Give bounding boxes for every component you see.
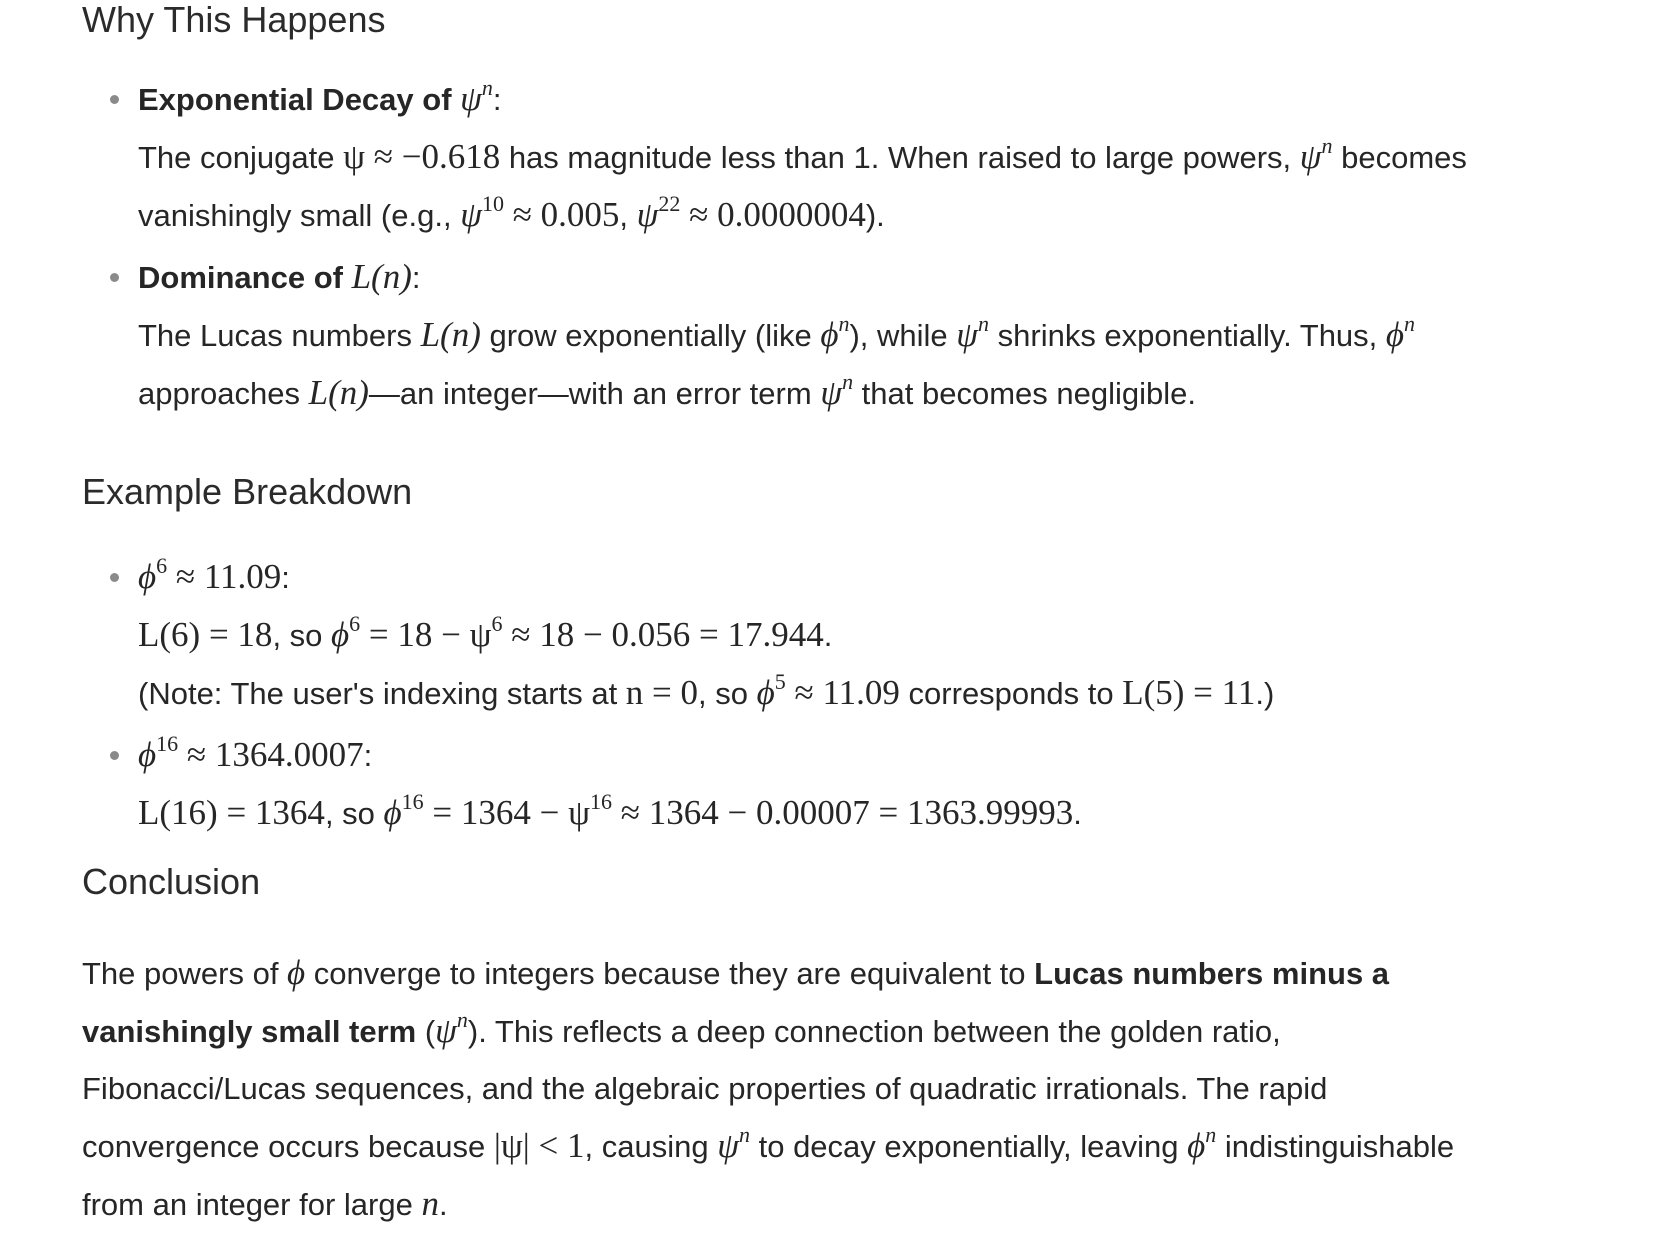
paragraph-line: vanishingly small term $(\psi^n)$. This reflects a deep connection between the golden ratio, — [82, 1007, 1281, 1050]
bullet-icon — [110, 573, 119, 582]
bullet-text-line: The Lucas numbers L(n) grow exponentially (like $\phi^n$), while $\psi^n$ shrinks exponentially. Thus, $\phi^n$ — [138, 311, 1416, 354]
bullet-icon — [110, 273, 119, 282]
bullet-title: $\phi^6 \approx 11.09$: — [138, 553, 290, 596]
bullet-title: Exponential Decay of $\psi^n$: — [138, 75, 502, 118]
bullet-text-line: approaches L(n)—an integer—with an error term $\psi^n$ that becomes negligible. — [138, 369, 1196, 412]
list-item — [82, 70, 1602, 244]
bullet-icon — [110, 95, 119, 104]
paragraph-line: from an integer for large n. — [82, 1184, 448, 1223]
bullet-icon — [110, 751, 119, 760]
note-line: (Note: The user's indexing starts at n = 0, so $\phi^5 \approx 11.09$ corresponds to L(5) = 11.) — [138, 669, 1275, 712]
bullet-text-line: vanishingly small (e.g., $\psi^{10} \approx 0.005$, $\psi^{22} \approx 0.0000004$). — [138, 191, 885, 234]
bullet-title: Dominance of L(n): — [138, 257, 421, 296]
paragraph-line: Fibonacci/Lucas sequences, and the algebraic properties of quadratic irrationals. The rapid — [82, 1071, 1328, 1106]
section-heading-example-breakdown: Example Breakdown — [82, 471, 413, 512]
section-heading-conclusion: Conclusion — [82, 861, 261, 902]
list-item — [82, 248, 1602, 422]
bullet-text-line: L(6) = 18, so $\phi^6 = 18 - \psi^6 \approx 18 - 0.056 = 17.944$. — [138, 611, 833, 654]
example-list — [82, 548, 1602, 842]
conclusion-paragraph — [82, 944, 1602, 1233]
section-heading-why-this-happens: Why This Happens — [82, 0, 386, 40]
paragraph-line: The powers of ϕ converge to integers because they are equivalent to Lucas numbers minus a — [82, 953, 1390, 992]
bullet-text-line: L(16) = 1364, so $\phi^{16} = 1364 - \psi^{16} \approx 1364 - 0.00007 = 1363.99993$. — [138, 789, 1082, 832]
list-item — [82, 548, 1602, 722]
bullet-title: $\phi^{16} \approx 1364.0007$: — [138, 731, 373, 774]
paragraph-line: convergence occurs because |ψ| < 1, causing $\psi^n$ to decay exponentially, leaving $\phi^n$ indistinguishable — [82, 1122, 1455, 1165]
bullet-text-line: The conjugate ψ ≈ −0.618 has magnitude less than 1. When raised to large powers, $\psi^n$ becomes — [138, 133, 1467, 176]
why-list — [82, 70, 1602, 422]
list-item — [82, 726, 1602, 842]
